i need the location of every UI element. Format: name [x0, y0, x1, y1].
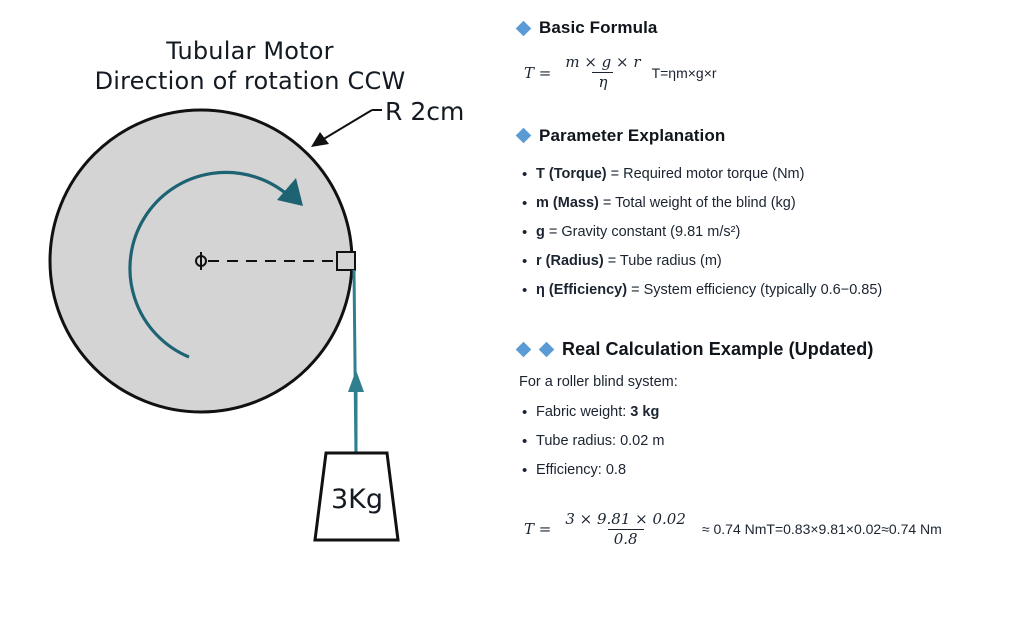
param-symbol: η (Efficiency)	[536, 281, 628, 298]
diamond-icon	[516, 20, 532, 36]
formula-denominator: η	[592, 72, 613, 91]
example-label: Efficiency: 0.8	[536, 461, 627, 478]
result-denominator: 0.8	[608, 529, 644, 548]
result-numerator: 3 × 9.81 × 0.02	[565, 509, 686, 528]
param-symbol: r (Radius)	[536, 252, 604, 269]
section-basic-formula-header	[518, 18, 1000, 38]
list-item	[518, 276, 1000, 305]
diamond-icon	[516, 128, 532, 144]
parameter-list	[518, 160, 1000, 305]
example-value: 3 kg	[630, 403, 660, 420]
list-item	[518, 160, 1000, 189]
section-example	[518, 339, 1000, 549]
example-label: Fabric weight:	[536, 403, 631, 420]
param-desc: = System efficiency (typically 0.6−0.85)	[627, 281, 883, 298]
section-title-example: Real Calculation Example (Updated)	[562, 338, 874, 359]
diagram-panel	[0, 0, 500, 635]
param-desc: = Required motor torque (Nm)	[606, 165, 805, 182]
radius-label: R 2cm	[385, 97, 465, 126]
result-fraction	[559, 511, 692, 549]
param-symbol: m (Mass)	[536, 194, 599, 211]
formula-trailing-text: T=ηm×g×r	[651, 64, 717, 81]
section-example-header	[518, 339, 1000, 360]
section-title-basic-formula: Basic Formula	[539, 18, 658, 37]
param-symbol: T (Torque)	[536, 165, 607, 182]
result-lhs: T =	[524, 520, 552, 539]
notes-panel	[500, 0, 1024, 635]
param-desc: = Gravity constant (9.81 m/s²)	[544, 223, 741, 240]
diagram-text-layer	[0, 0, 500, 635]
list-item	[518, 218, 1000, 247]
result-approx-text: ≈ 0.74 NmT=0.83×9.81×0.02≈0.74 Nm	[701, 521, 942, 538]
example-result-expression	[524, 511, 1000, 549]
diamond-icon	[516, 341, 532, 357]
list-item	[518, 189, 1000, 218]
diamond-icon	[539, 341, 555, 357]
section-parameters-header	[518, 126, 1000, 146]
list-item	[518, 247, 1000, 276]
param-symbol: g	[536, 223, 545, 240]
formula-lhs: T =	[524, 63, 552, 82]
list-item	[518, 398, 1000, 427]
example-list	[518, 398, 1000, 485]
example-intro-text: For a roller blind system:	[519, 373, 678, 390]
diagram-title-line1: Tubular Motor	[166, 37, 334, 65]
basic-formula-expression	[524, 54, 1000, 92]
param-desc: = Total weight of the blind (kg)	[598, 194, 796, 211]
list-item	[518, 427, 1000, 456]
section-title-parameters: Parameter Explanation	[539, 125, 726, 145]
formula-numerator: m × g × r	[565, 53, 641, 71]
formula-fraction	[559, 54, 646, 92]
list-item	[518, 456, 1000, 485]
diagram-title-line2: Direction of rotation CCW	[94, 67, 406, 95]
param-desc: = Tube radius (m)	[603, 252, 722, 269]
example-label: Tube radius: 0.02 m	[536, 432, 665, 449]
mass-label: 3Kg	[331, 484, 384, 515]
